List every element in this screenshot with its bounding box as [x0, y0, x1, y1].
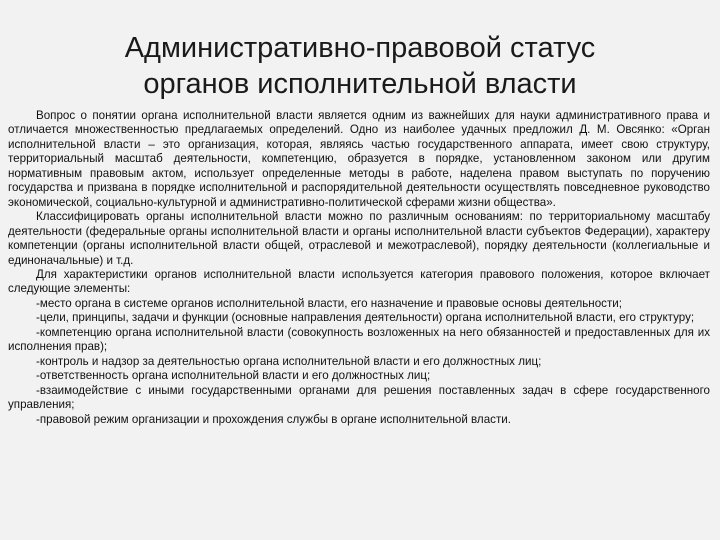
paragraph-classification: Классифицировать органы исполнительной власти можно по различным основаниям: по территориальному масштабу деятельности (федеральные органы исполнительной власти и органы исполнительной власти субъектов Федерации), характеру компетенции (органы исполнительной власти общей, отраслевой и межотраслевой), порядку деятельности (коллегиальные и единоначальные) и т.д.: [8, 210, 710, 267]
slide-title-line-2: органов исполнительной власти: [143, 68, 577, 100]
list-item-competence: -компетенцию органа исполнительной власти (совокупность возложенных на него обязанностей и предоставленных для их исполнения прав);: [8, 325, 710, 354]
list-item-responsibility: -ответственность органа исполнительной власти и его должностных лиц;: [36, 369, 431, 383]
paragraph-legal-status-intro: Для характеристики органов исполнительной власти используется категория правового положения, которое включает следующие элементы:: [8, 267, 710, 296]
list-item-place: -место органа в системе органов исполнительной власти, его назначение и правовые основы деятельности;: [36, 296, 622, 310]
slide-body-text: [8, 109, 710, 427]
list-item-service-regime: -правовой режим организации и прохождения службы в органе исполнительной власти.: [36, 412, 511, 426]
slide-title-line-1: Административно-правовой статус: [124, 32, 596, 64]
list-item-control: -контроль и надзор за деятельностью органа исполнительной власти и его должностных лиц;: [36, 354, 542, 368]
list-item-goals: -цели, принципы, задачи и функции (основные направления деятельности) органа исполнительной власти, его структуру;: [36, 311, 695, 325]
paragraph-definition: Вопрос о понятии органа исполнительной власти является одним из важнейших для науки административного права и отличается множественностью предлагаемых определений. Одно из наиболее удачных предложил Д. М. Овсянко: «Орган исполнительной власти – это организация, которая, являясь частью государственного аппарата, имеет свою структуру, территориальный масштаб деятельности, компетенцию, образуется в порядке, установленном законом или другим нормативным правовым актом, использует определенные методы в работе, наделена правом выступать по поручению государства и призвана в порядке исполнительной и распорядительной деятельности осуществлять повседневное руководство экономической, социально-культурной и административно-политической сферами жизни общества».: [8, 109, 710, 209]
slide-title: [60, 30, 660, 102]
list-item-interaction: -взаимодействие с иными государственными органами для решения поставленных задач в сфере государственного управления;: [8, 383, 710, 412]
